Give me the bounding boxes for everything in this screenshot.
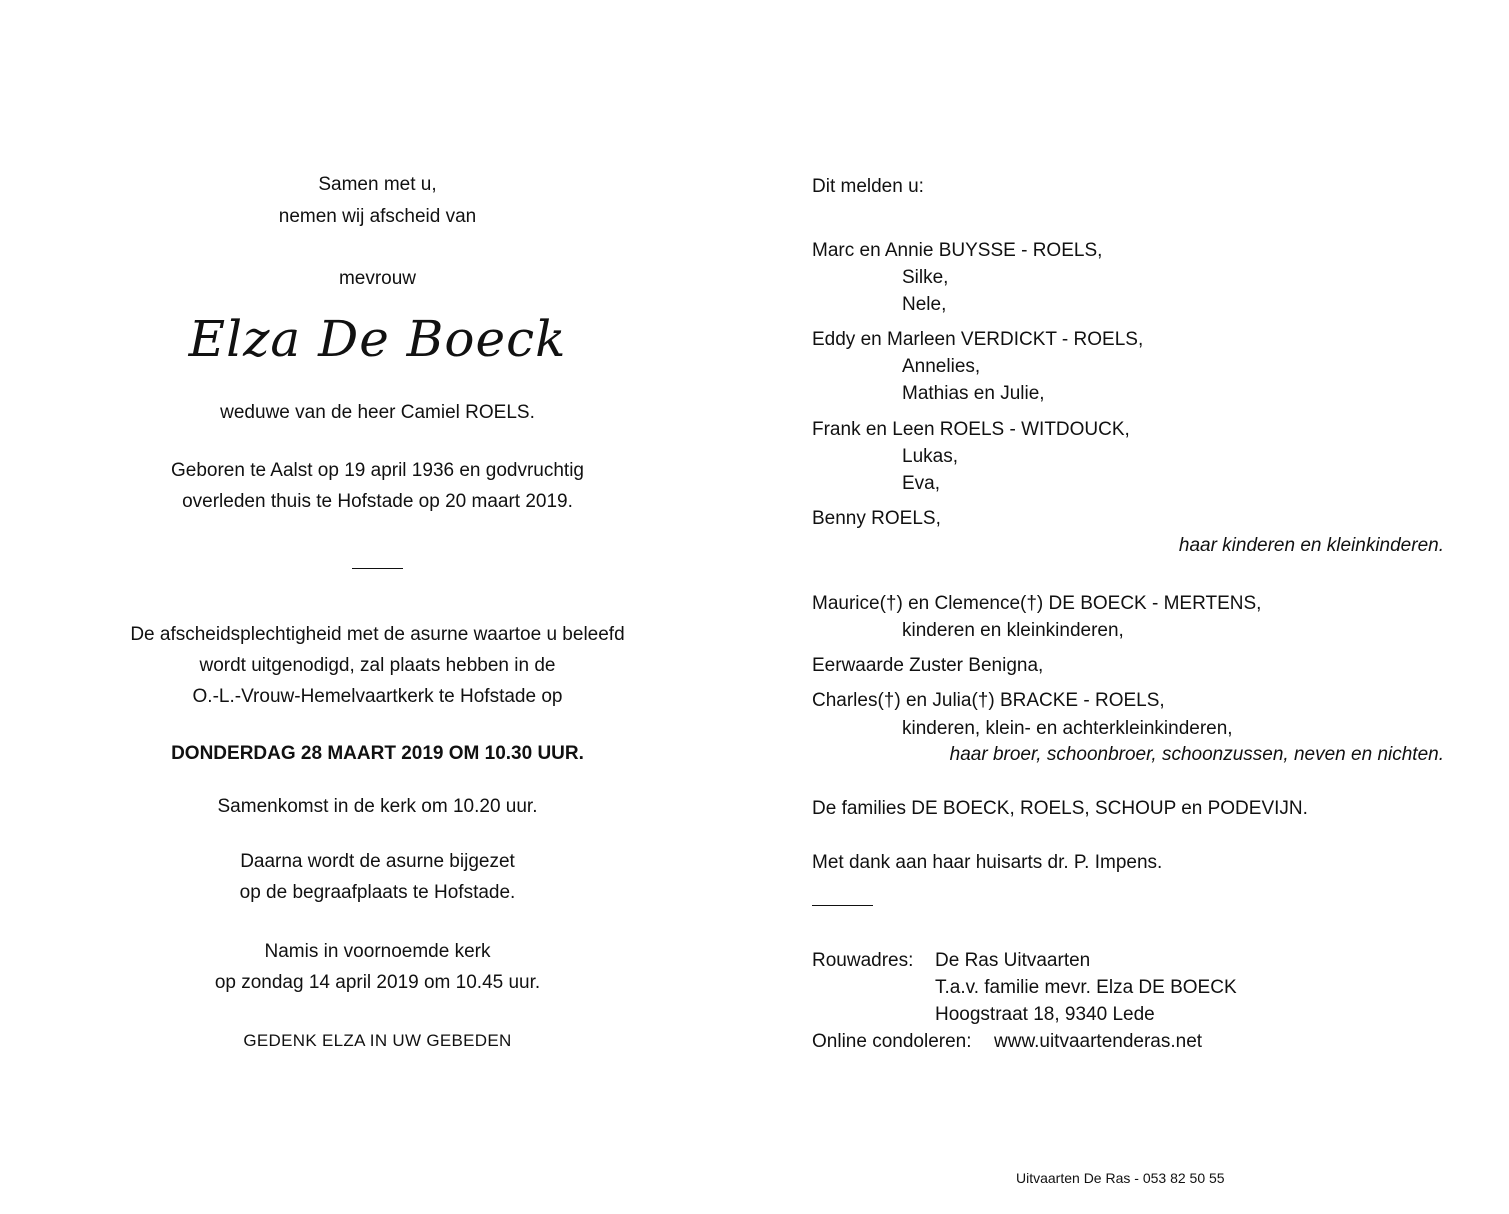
online-condolence-label: Online condoleren: [812, 1031, 972, 1052]
address-line-1: De Ras Uitvaarten [935, 950, 1091, 971]
sibling-1-head: Maurice(†) en Clemence(†) DE BOECK - MERTENS, [812, 593, 1262, 614]
family-2-head: Eddy en Marleen VERDICKT - ROELS, [812, 329, 1144, 350]
sibling-3-head: Charles(†) en Julia(†) BRACKE - ROELS, [812, 690, 1165, 711]
online-condolence-link[interactable]: www.uitvaartenderas.net [994, 1031, 1203, 1052]
address-line-2: T.a.v. familie mevr. Elza DE BOECK [935, 977, 1237, 998]
siblings-caption: haar broer, schoonbroer, schoonzussen, neven en nichten. [949, 744, 1444, 765]
burial-line-1: Daarna wordt de asurne bijgezet [240, 851, 515, 872]
family-3-child-2: Eva, [902, 473, 941, 494]
section-divider [352, 568, 403, 569]
family-1-child-1: Silke, [902, 267, 949, 288]
family-2-child-2: Mathias en Julie, [902, 383, 1045, 404]
children-caption: haar kinderen en kleinkinderen. [1178, 535, 1444, 556]
ceremony-line-1: De afscheidsplechtigheid met de asurne waartoe u beleefd [130, 624, 625, 645]
address-label: Rouwadres: [812, 950, 914, 971]
family-4-head: Benny ROELS, [812, 508, 941, 529]
sibling-2-head: Eerwaarde Zuster Benigna, [812, 655, 1044, 676]
intro-line-1: Samen met u, [318, 174, 437, 195]
remember-prayer: GEDENK ELZA IN UW GEBEDEN [243, 1031, 512, 1050]
address-divider [812, 905, 873, 906]
born-line-2: overleden thuis te Hofstade op 20 maart 2019. [182, 491, 573, 512]
ceremony-date: DONDERDAG 28 MAART 2019 OM 10.30 UUR. [171, 743, 584, 764]
title-prefix: mevrouw [338, 268, 417, 289]
mass-line-2: op zondag 14 april 2019 om 10.45 uur. [214, 972, 541, 993]
thanks-line: Met dank aan haar huisarts dr. P. Impens. [812, 852, 1163, 873]
born-line-1: Geboren te Aalst op 19 april 1936 en godvruchtig [170, 460, 584, 481]
family-3-head: Frank en Leen ROELS - WITDOUCK, [812, 419, 1130, 440]
address-line-3: Hoogstraat 18, 9340 Lede [935, 1004, 1155, 1025]
families-line: De families DE BOECK, ROELS, SCHOUP en PODEVIJN. [812, 798, 1308, 819]
ceremony-line-3: O.-L.-Vrouw-Hemelvaartkerk te Hofstade op [192, 686, 563, 707]
deceased-name: Elza De Boeck [188, 310, 567, 368]
announcers-header: Dit melden u: [812, 176, 924, 197]
widow-of: weduwe van de heer Camiel ROELS. [220, 402, 535, 423]
footer-contact: Uitvaarten De Ras - 053 82 50 55 [1016, 1170, 1225, 1186]
family-3-child-1: Lukas, [902, 446, 958, 467]
gathering-time: Samenkomst in de kerk om 10.20 uur. [217, 796, 538, 817]
intro-line-2: nemen wij afscheid van [278, 206, 477, 227]
family-1-head: Marc en Annie BUYSSE - ROELS, [812, 240, 1103, 261]
burial-line-2: op de begraafplaats te Hofstade. [239, 882, 516, 903]
family-2-child-1: Annelies, [902, 356, 981, 377]
sibling-3-sub: kinderen, klein- en achterkleinkinderen, [902, 718, 1233, 739]
family-1-child-2: Nele, [902, 294, 947, 315]
ceremony-line-2: wordt uitgenodigd, zal plaats hebben in de [199, 655, 556, 676]
mass-line-1: Namis in voornoemde kerk [264, 941, 491, 962]
sibling-1-sub: kinderen en kleinkinderen, [902, 620, 1124, 641]
